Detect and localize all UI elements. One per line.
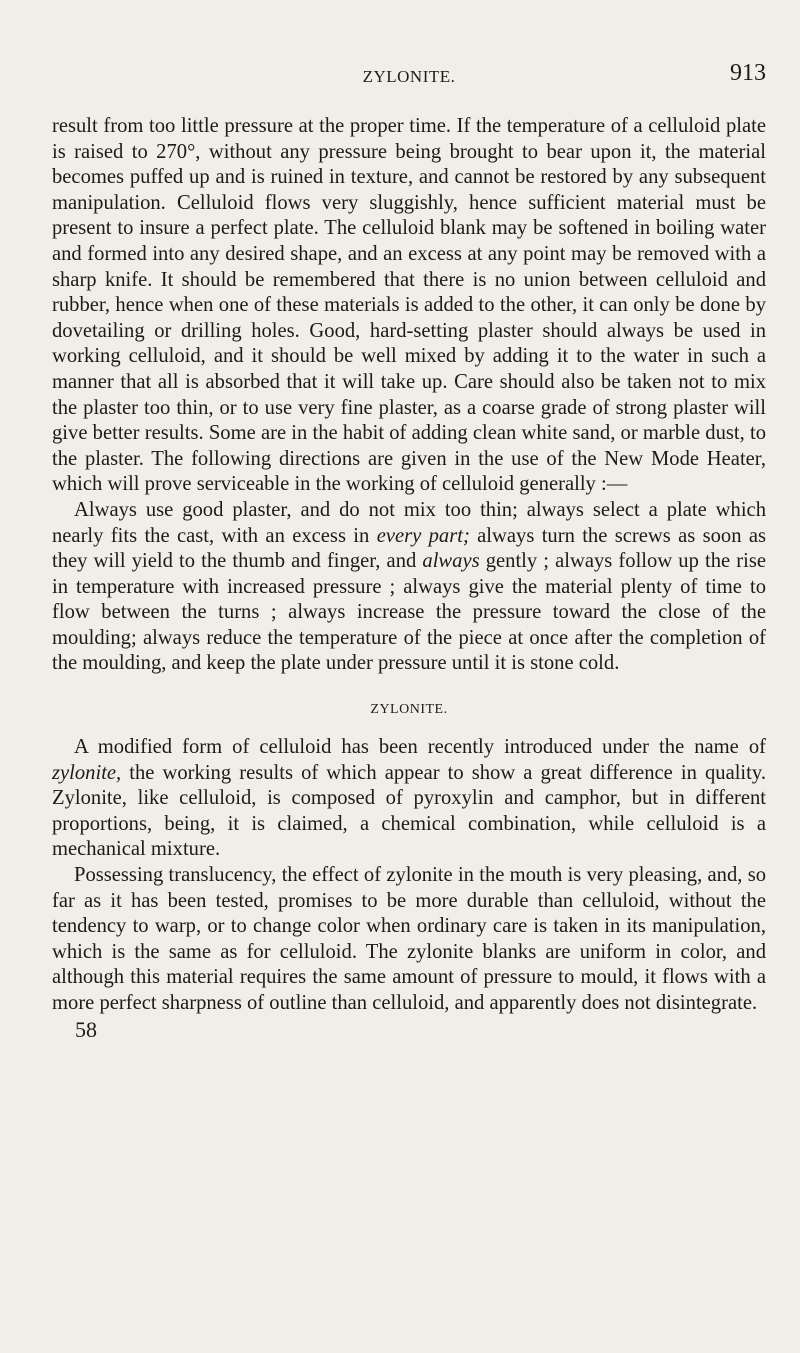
paragraph-zylonite-properties: Possessing translucency, the effect of zylonite in the mouth is very pleasing, and, so far as it has been tested, promises to be more durable than celluloid, without the tendency to warp, or to change color when ordinary care is taken in its manipulation, which is the same as for celluloid. The zylonite blanks are uniform in color, and although this material requires the same amount of pressure to mould, it flows with a more perfect sharpness of outline than celluloid, and apparently does not disintegrate.	[52, 864, 766, 1014]
signature-mark: 58	[75, 1016, 97, 1042]
emphasis-zylonite: zylonite,	[52, 761, 122, 784]
text-run: always turn the screws as soon as they will yield to the thumb and finger, and	[52, 524, 767, 573]
body-text	[52, 114, 766, 1043]
emphasis-always: always	[422, 550, 480, 573]
paragraph-zylonite-intro	[52, 735, 766, 863]
section-heading: ZYLONITE.	[370, 702, 448, 718]
text-run: A modified form of celluloid has been recently introduced under the name of	[74, 736, 766, 759]
text-run: Always use good plaster, and do not mix too thin; always select a plate which nearly fits the cast, with an excess in	[52, 498, 766, 547]
emphasis-every-part: every part;	[376, 524, 470, 547]
page-number: 913	[730, 60, 766, 86]
running-head	[52, 62, 766, 92]
running-title: ZYLONITE.	[362, 67, 456, 86]
paragraph-celluloid-pressure: result from too little pressure at the proper time. If the temperature of a celluloid plate is raised to 270°, without any pressure being brought to bear upon it, the material becomes puffed up and is ruined in texture, and cannot be restored by any subsequent manipulation. Celluloid flows very sluggishly, hence sufficient material must be present to insure a perfect plate. The celluloid blank may be softened in boiling water and formed into any desired shape, and an excess at any point may be removed with a sharp knife. It should be remembered that there is no union between celluloid and rubber, hence when one of these materials is added to the other, it can only be done by dovetailing or drilling holes. Good, hard-setting plaster should always be used in working celluloid, and it should be well mixed by adding it to the water in such a manner that all is absorbed that it will take up. Care should also be taken not to mix the plaster too thin, or to use very fine plaster, as a coarse grade of strong plaster will give better results. Some are in the habit of adding clean white sand, or marble dust, to the plaster. The following directions are given in the use of the New Mode Heater, which will prove serviceable in the working of celluloid generally :—	[52, 115, 766, 496]
text-run: gently ; always follow up the rise in temperature with increased pressure ; always give the material plenty of time to flow between the turns ; always increase the pressure toward the close of the moulding; always reduce the temperature of the piece at once after the completion of the moulding, and keep the plate under pressure until it is stone cold.	[52, 550, 766, 675]
text-run: the working results of which appear to show a great difference in quality. Zylonite, like celluloid, is composed of pyroxylin and camphor, but in different proportions, being, it is claimed, a chemical combination, while celluloid is a mechanical mixture.	[52, 761, 766, 861]
paragraph-heater-directions	[52, 498, 766, 677]
